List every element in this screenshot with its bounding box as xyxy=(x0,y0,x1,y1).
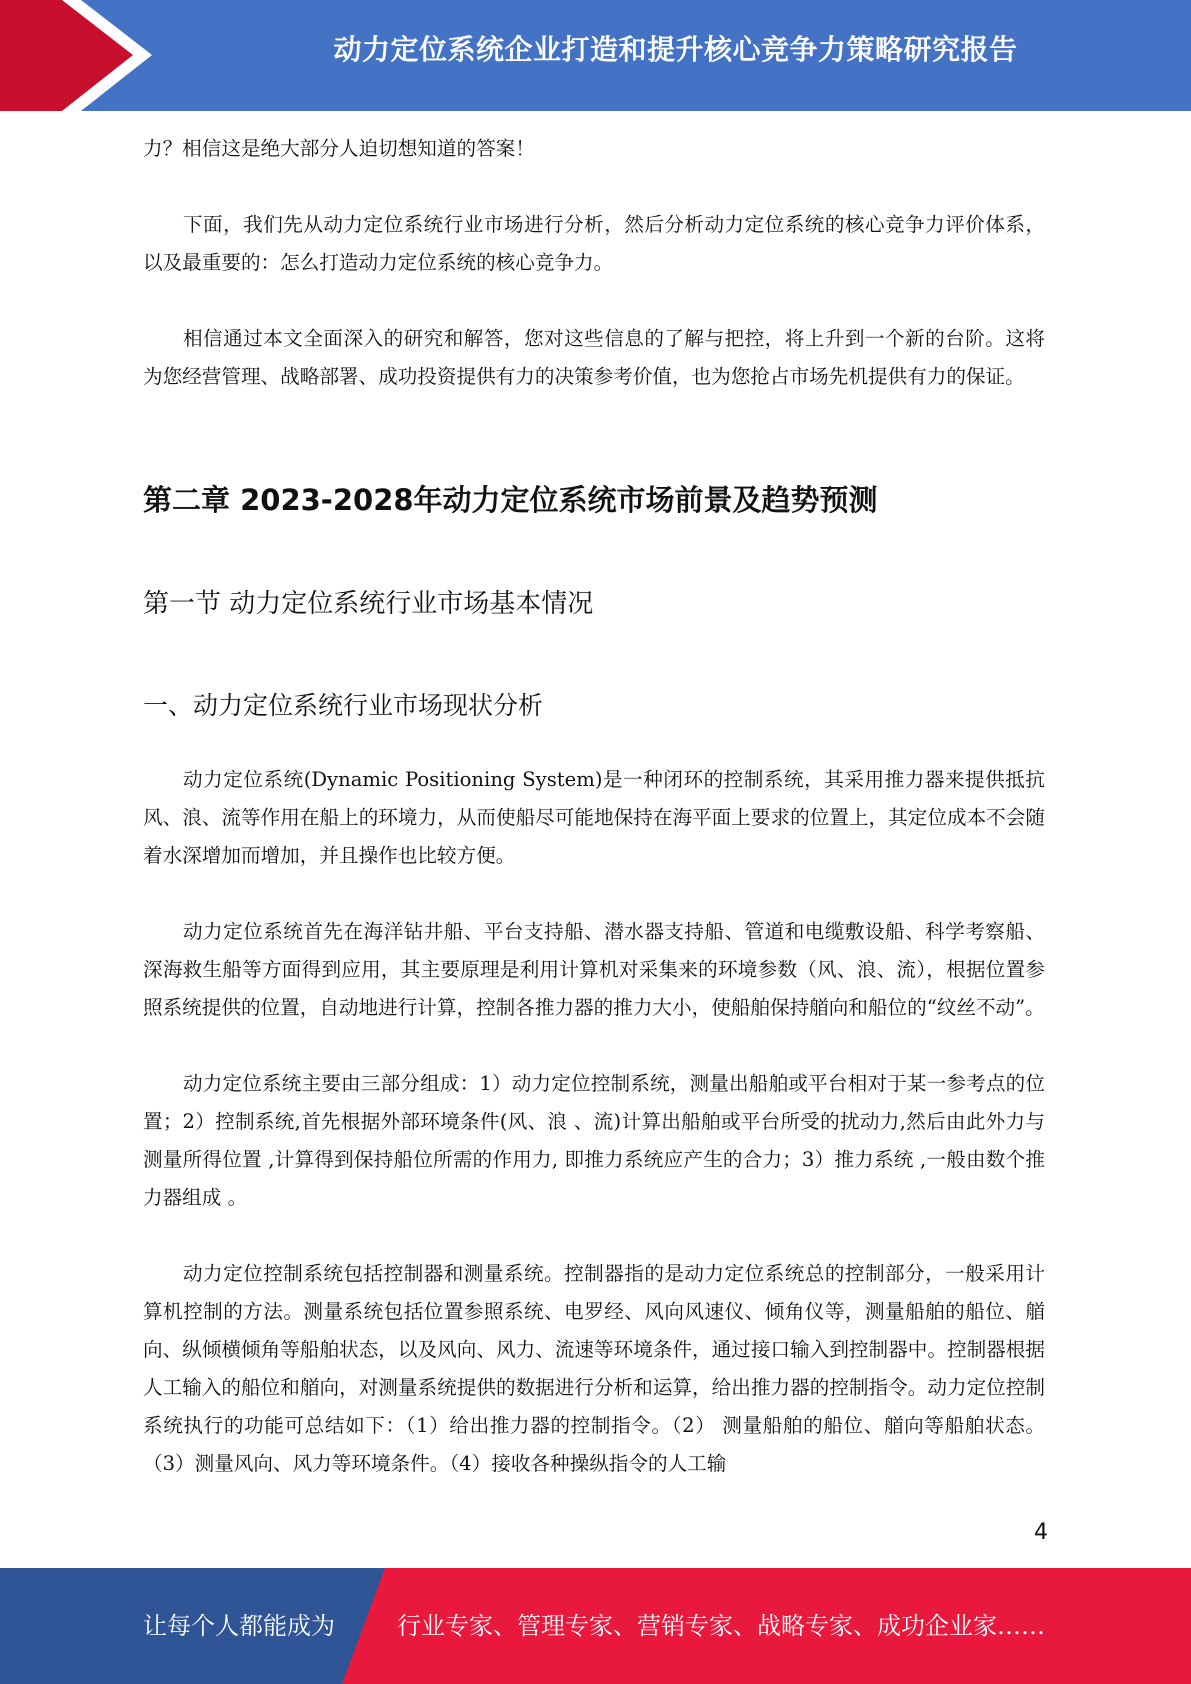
body-paragraph: 动力定位控制系统包括控制器和测量系统。控制器指的是动力定位系统总的控制部分，一般采用计算机控制的方法。测量系统包括位置参照系统、电罗经、风向风速仪、倾角仪等，测量船舶的船位、艏向、纵倾横倾角等船舶状态，以及风向、风力、流速等环境条件，通过接口输入到控制器中。控制器根据人工输入的船位和艏向，对测量系统提供的数据进行分析和运算，给出推力器的控制指令。动力定位控制系统执行的功能可总结如下：（1）给出推力器的控制指令。（2） 测量船舶的船位、艏向等船舶状态。（3）测量风向、风力等环境条件。（4）接收各种操纵指令的人工输 xyxy=(143,1262,1045,1475)
page-number: 4 xyxy=(1034,1520,1048,1545)
body-text xyxy=(143,761,1045,1483)
body-paragraph: 动力定位系统主要由三部分组成：1）动力定位控制系统，测量出船舶或平台相对于某一参考点的位置；2）控制系统,首先根据外部环境条件(风、浪 、流)计算出船舶或平台所受的扰动力,然后由此外力与测量所得位置 ,计算得到保持船位所需的作用力, 即推力系统应产生的合力；3）推力系统 ,一般由数个推力器组成 。 xyxy=(143,1072,1045,1209)
body-paragraph: 动力定位系统(Dynamic Positioning System)是一种闭环的控制系统，其采用推力器来提供抵抗风、浪、流等作用在船上的环境力，从而使船尽可能地保持在海平面上要求的位置上，其定位成本不会随着水深增加而增加，并且操作也比较方便。 xyxy=(143,768,1045,867)
footer-slogan-right: 行业专家、管理专家、营销专家、战略专家、成功企业家…… xyxy=(397,1612,1045,1640)
intro-paragraph: 相信通过本文全面深入的研究和解答，您对这些信息的了解与把控，将上升到一个新的台阶。这将为您经营管理、战略部署、成功投资提供有力的决策参考价值，也为您抢占市场先机提供有力的保证。 xyxy=(143,327,1045,388)
section-title: 第一节 动力定位系统行业市场基本情况 xyxy=(143,589,594,619)
intro-paragraph: 下面，我们先从动力定位系统行业市场进行分析，然后分析动力定位系统的核心竞争力评价体系，以及最重要的：怎么打造动力定位系统的核心竞争力。 xyxy=(143,213,1045,274)
chapter-title: 第二章 2023-2028年动力定位系统市场前景及趋势预测 xyxy=(143,483,878,517)
body-paragraph: 动力定位系统首先在海洋钻井船、平台支持船、潜水器支持船、管道和电缆敷设船、科学考察船、深海救生船等方面得到应用，其主要原理是利用计算机对采集来的环境参数（风、浪、流），根据位置参照系统提供的位置，自动地进行计算，控制各推力器的推力大小，使船舶保持艏向和船位的“纹丝不动”。 xyxy=(143,920,1045,1019)
intro-paragraph: 力？相信这是绝大部分人迫切想知道的答案！ xyxy=(143,137,535,160)
footer-slogan-left: 让每个人都能成为 xyxy=(143,1612,335,1640)
intro-text xyxy=(143,130,1045,396)
report-title: 动力定位系统企业打造和提升核心竞争力策略研究报告 xyxy=(333,33,1018,66)
subsection-title: 一、动力定位系统行业市场现状分析 xyxy=(143,691,544,720)
footer-banner xyxy=(0,1568,1191,1684)
header-banner xyxy=(0,0,1191,111)
